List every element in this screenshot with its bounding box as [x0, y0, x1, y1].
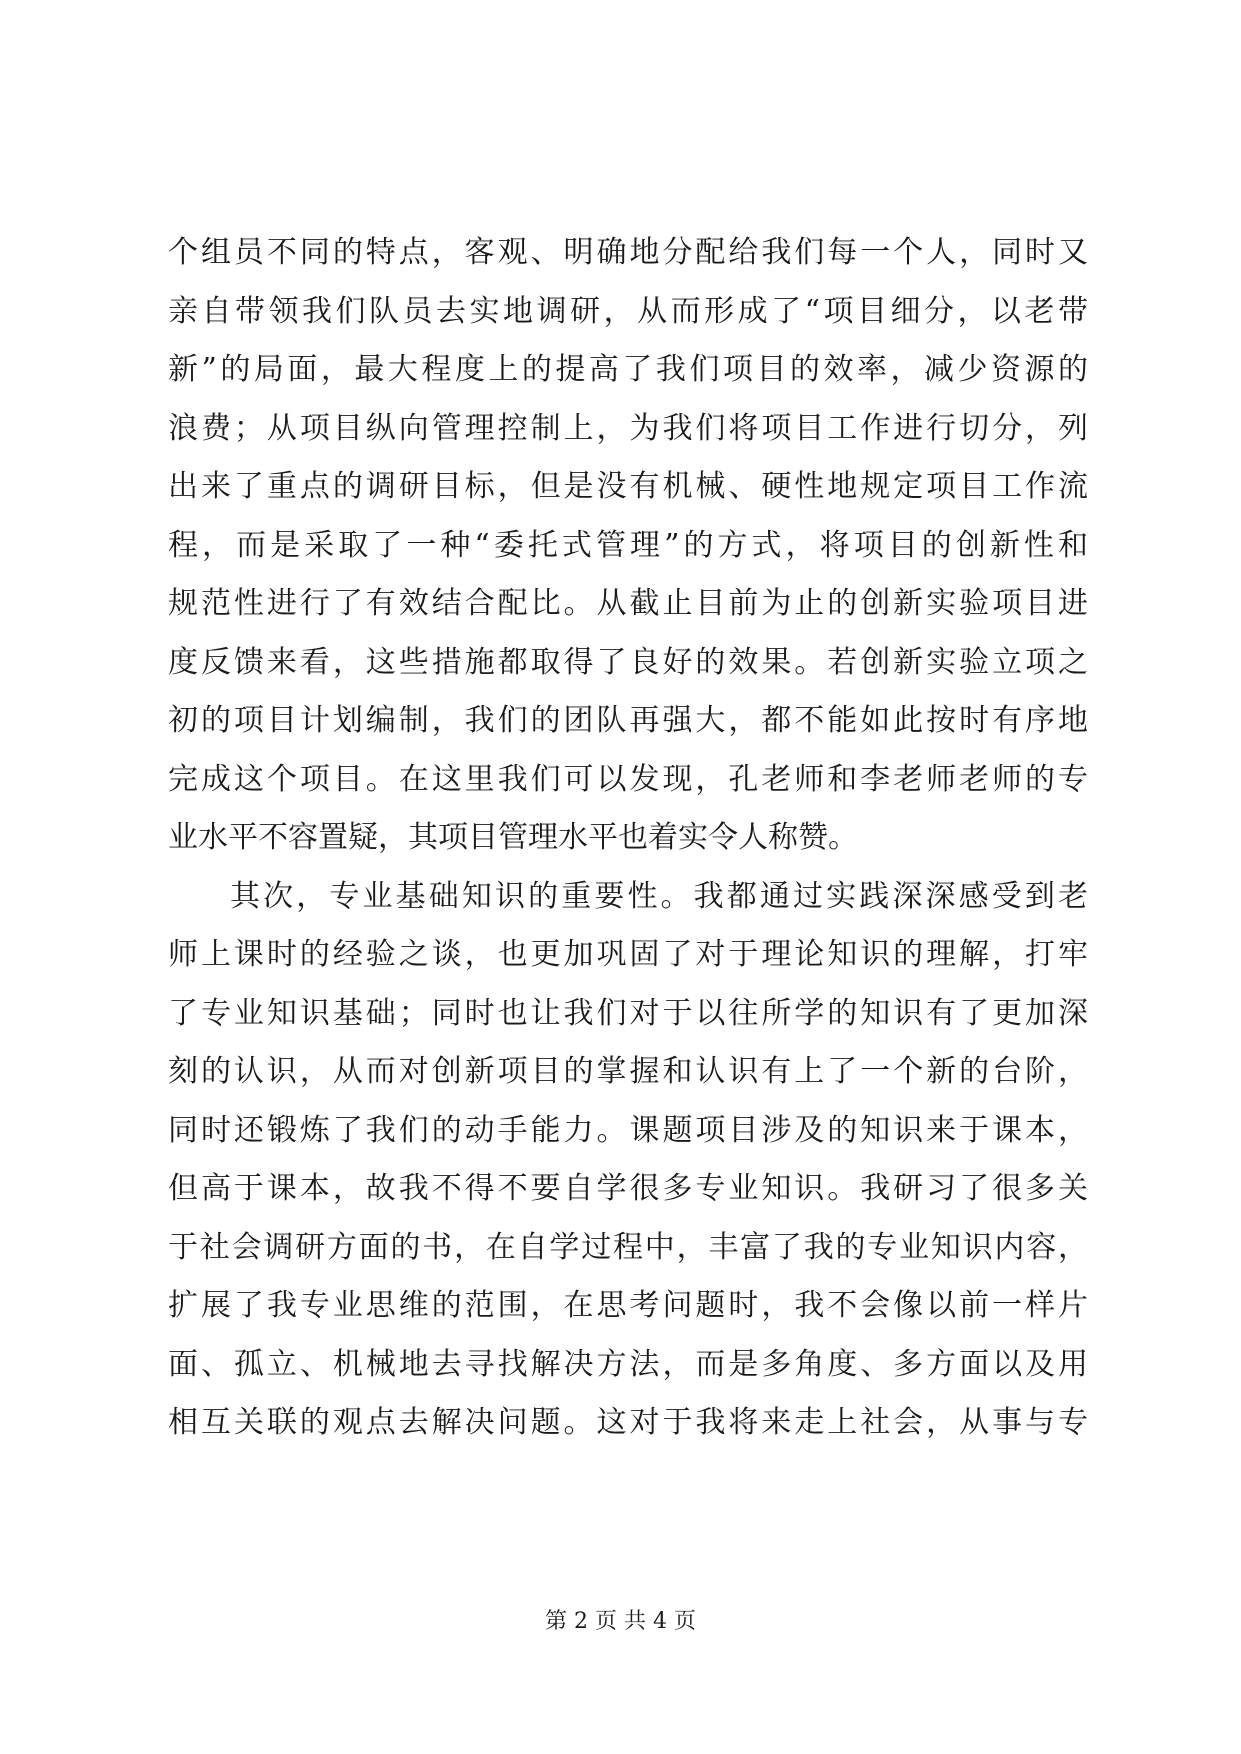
- text-line: 出来了重点的调研目标，但是没有机械、硬性地规定项目工作流: [168, 469, 1088, 504]
- text-line: 扩展了我专业思维的范围，在思考问题时，我不会像以前一样片: [168, 1288, 1088, 1323]
- text-line: 亲自带领我们队员去实地调研，从而形成了“项目细分，以老带: [168, 293, 1088, 329]
- text-line: 其次，专业基础知识的重要性。我都通过实践深深感受到老: [230, 878, 1088, 914]
- text-line: 于社会调研方面的书，在自学过程中，丰富了我的专业知识内容，: [168, 1229, 1088, 1265]
- paragraph: [168, 868, 1088, 1453]
- text-line: 师上课时的经验之谈，也更加巩固了对于理论知识的理解，打牢: [168, 937, 1088, 972]
- paragraph: [168, 224, 1088, 868]
- text-line: 浪费；从项目纵向管理控制上，为我们将项目工作进行切分，列: [168, 410, 1088, 446]
- text-line: 同时还锻炼了我们的动手能力。课题项目涉及的知识来于课本，: [168, 1112, 1088, 1148]
- text-line: 但高于课本，故我不得不要自学很多专业知识。我研习了很多关: [168, 1171, 1088, 1206]
- text-line: 程，而是采取了一种“委托式管理”的方式，将项目的创新性和: [168, 527, 1088, 563]
- text-line: 规范性进行了有效结合配比。从截止目前为止的创新实验项目进: [168, 586, 1088, 621]
- text-line: 完成这个项目。在这里我们可以发现，孔老师和李老师老师的专: [168, 761, 1088, 797]
- text-line: 度反馈来看，这些措施都取得了良好的效果。若创新实验立项之: [168, 644, 1088, 680]
- text-line: 相互关联的观点去解决问题。这对于我将来走上社会，从事与专: [168, 1405, 1088, 1440]
- document-body: [168, 224, 1088, 1453]
- text-line: 刻的认识，从而对创新项目的掌握和认识有上了一个新的台阶，: [168, 1054, 1088, 1089]
- text-line: 个组员不同的特点，客观、明确地分配给我们每一个人，同时又: [168, 235, 1088, 270]
- page-footer: 第 2 页 共 4 页: [545, 1609, 696, 1634]
- text-line: 业水平不容置疑，其项目管理水平也着实令人称赞。: [168, 820, 858, 855]
- text-line: 面、孤立、机械地去寻找解决方法，而是多角度、多方面以及用: [168, 1346, 1088, 1382]
- text-line: 初的项目计划编制，我们的团队再强大，都不能如此按时有序地: [168, 703, 1088, 738]
- text-line: 新”的局面，最大程度上的提高了我们项目的效率，减少资源的: [168, 352, 1088, 387]
- text-line: 了专业知识基础；同时也让我们对于以往所学的知识有了更加深: [168, 995, 1088, 1031]
